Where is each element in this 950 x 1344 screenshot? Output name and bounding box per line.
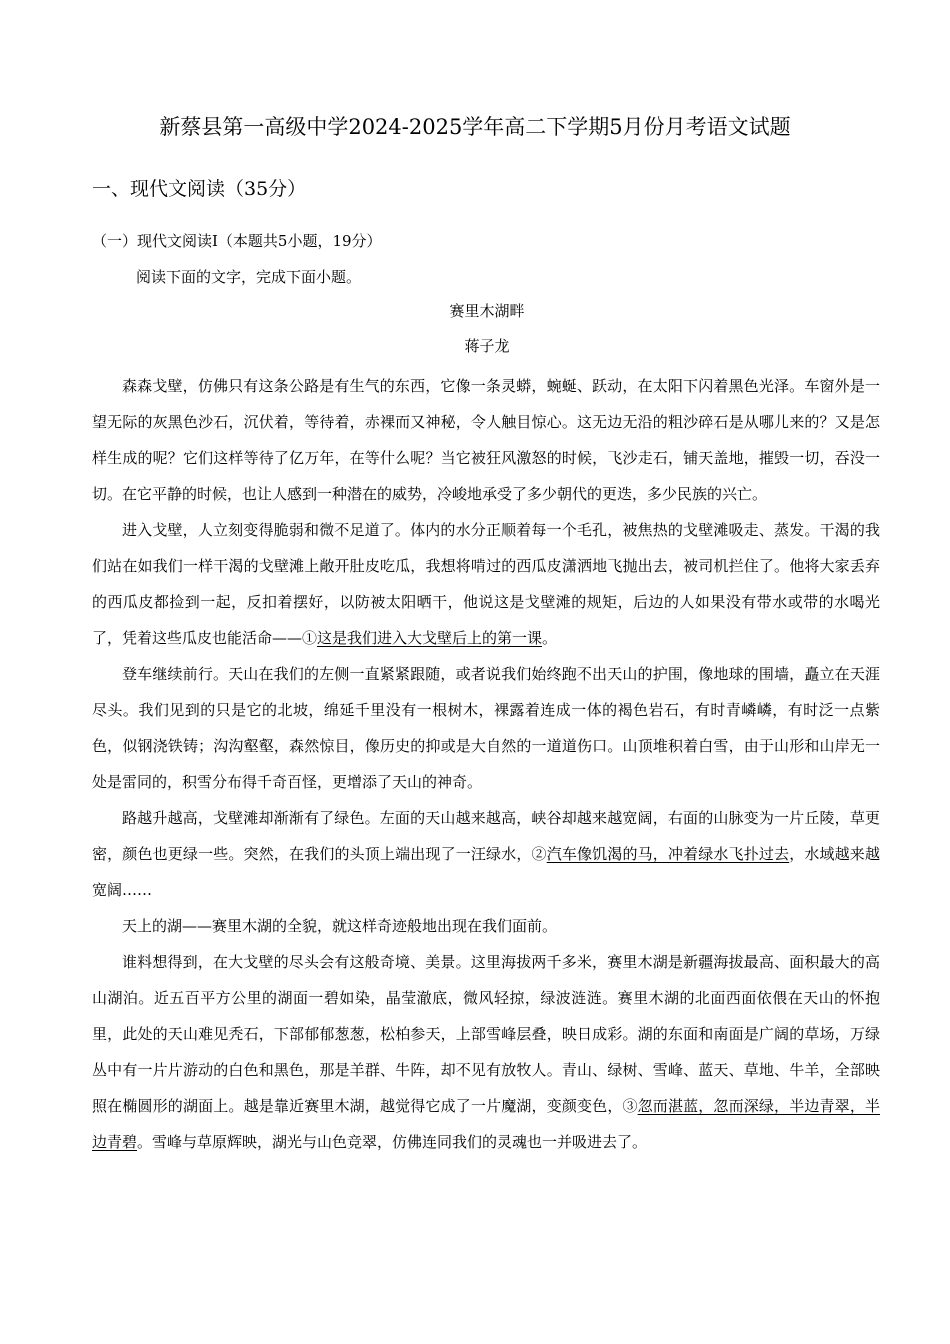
paragraph-6-end: 。雪峰与草原辉映，湖光与山色竞翠，仿佛连同我们的灵魂也一并吸进去了。 xyxy=(137,1133,648,1151)
paragraph-5: 天上的湖——赛里木湖的全貌，就这样奇迹般地出现在我们面前。 xyxy=(122,917,558,935)
paragraph-4-end: ，水域越来越宽阔…… xyxy=(92,845,880,899)
paragraph-4-text: 路越升越高，戈壁滩却渐渐有了绿色。左面的天山越来越高，峡谷却越来越宽阔，右面的山脉变为一片丘陵，草更密，颜色也更绿一些。突然，在我们的头顶上端出现了一汪绿水，② xyxy=(92,809,880,863)
underlined-sentence-1: 这是我们进入大戈壁后上的第一课 xyxy=(317,629,543,647)
paragraph-6 xyxy=(92,944,880,1160)
paragraph-3: 登车继续前行。天山在我们的左侧一直紧紧跟随，或者说我们始终跑不出天山的护围，像地球的围墙，矗立在天涯尽头。我们见到的只是它的北坡，绵延千里没有一根树木，裸露着连成一体的褐色岩石，有时青嶙嶙，有时泛一点紫色，似钢浇铁铸；沟沟壑壑，森然惊目，像历史的抑或是大自然的一道道伤口。山顶堆积着白雪，由于山形和山岸无一处是雷同的，积雪分布得千奇百怪，更增添了天山的神奇。 xyxy=(92,665,880,791)
paragraph-1: 森森戈壁，仿佛只有这条公路是有生气的东西，它像一条灵蟒，蜿蜒、跃动，在太阳下闪着黑色光泽。车窗外是一望无际的灰黑色沙石，沉伏着，等待着，赤裸而又神秘，令人触目惊心。这无边无沿的粗沙碎石是从哪儿来的？又是怎样生成的呢？它们这样等待了亿万年，在等什么呢？当它被狂风激怒的时候，飞沙走石，铺天盖地，摧毁一切，吞没一切。在它平静的时候，也让人感到一种潜在的威势，冷峻地承受了多少朝代的更迭，多少民族的兴亡。 xyxy=(92,377,880,503)
sub-section-heading: （一）现代文阅读I（本题共5小题，19分） xyxy=(92,232,382,250)
paragraph-2 xyxy=(92,512,880,656)
article-author: 蒋子龙 xyxy=(464,337,510,355)
section-heading: 一、现代文阅读（35分） xyxy=(92,178,307,200)
reading-instruction: 阅读下面的文字，完成下面小题。 xyxy=(136,268,362,286)
paragraph-2-text: 进入戈壁，人立刻变得脆弱和微不足道了。体内的水分正顺着每一个毛孔，被焦热的戈壁滩吸走、蒸发。干渴的我们站在如我们一样干渴的戈壁滩上敞开肚皮吃瓜，我想将啃过的西瓜皮潇洒地飞抛出去，被司机拦住了。他将大家丢弃的西瓜皮都捡到一起，反扣着摆好，以防被太阳晒干，他说这是戈壁滩的规矩，后边的人如果没有带水或带的水喝光了，凭着这些瓜皮也能活命——① xyxy=(92,521,880,647)
article-body xyxy=(92,368,880,1160)
article-title: 赛里木湖畔 xyxy=(449,302,525,320)
paragraph-4 xyxy=(92,800,880,908)
exam-title: 新蔡县第一高级中学2024-2025学年高二下学期5月份月考语文试题 xyxy=(159,115,791,139)
paragraph-2-end: 。 xyxy=(542,629,558,647)
underlined-sentence-2: 汽车像饥渴的马，冲着绿水飞扑过去 xyxy=(546,845,790,863)
underlined-sentence-3: 忽而湛蓝，忽而深绿，半边青翠，半边青碧 xyxy=(92,1097,880,1151)
paragraph-6-text: 谁料想得到，在大戈壁的尽头会有这般奇境、美景。这里海拔两千多米，赛里木湖是新疆海拔最高、面积最大的高山湖泊。近五百平方公里的湖面一碧如染，晶莹澈底，微风轻掠，绿波涟涟。赛里木湖的北面西面依偎在天山的怀抱里，此处的天山难见秃石，下部郁郁葱葱，松柏参天，上部雪峰层叠，映日成彩。湖的东面和南面是广阔的草场，万绿丛中有一片片游动的白色和黑色，那是羊群、牛阵，却不见有放牧人。青山、绿树、雪峰、蓝天、草地、牛羊，全部映照在椭圆形的湖面上。越是靠近赛里木湖，越觉得它成了一片魔湖，变颜变色，③ xyxy=(92,953,880,1115)
